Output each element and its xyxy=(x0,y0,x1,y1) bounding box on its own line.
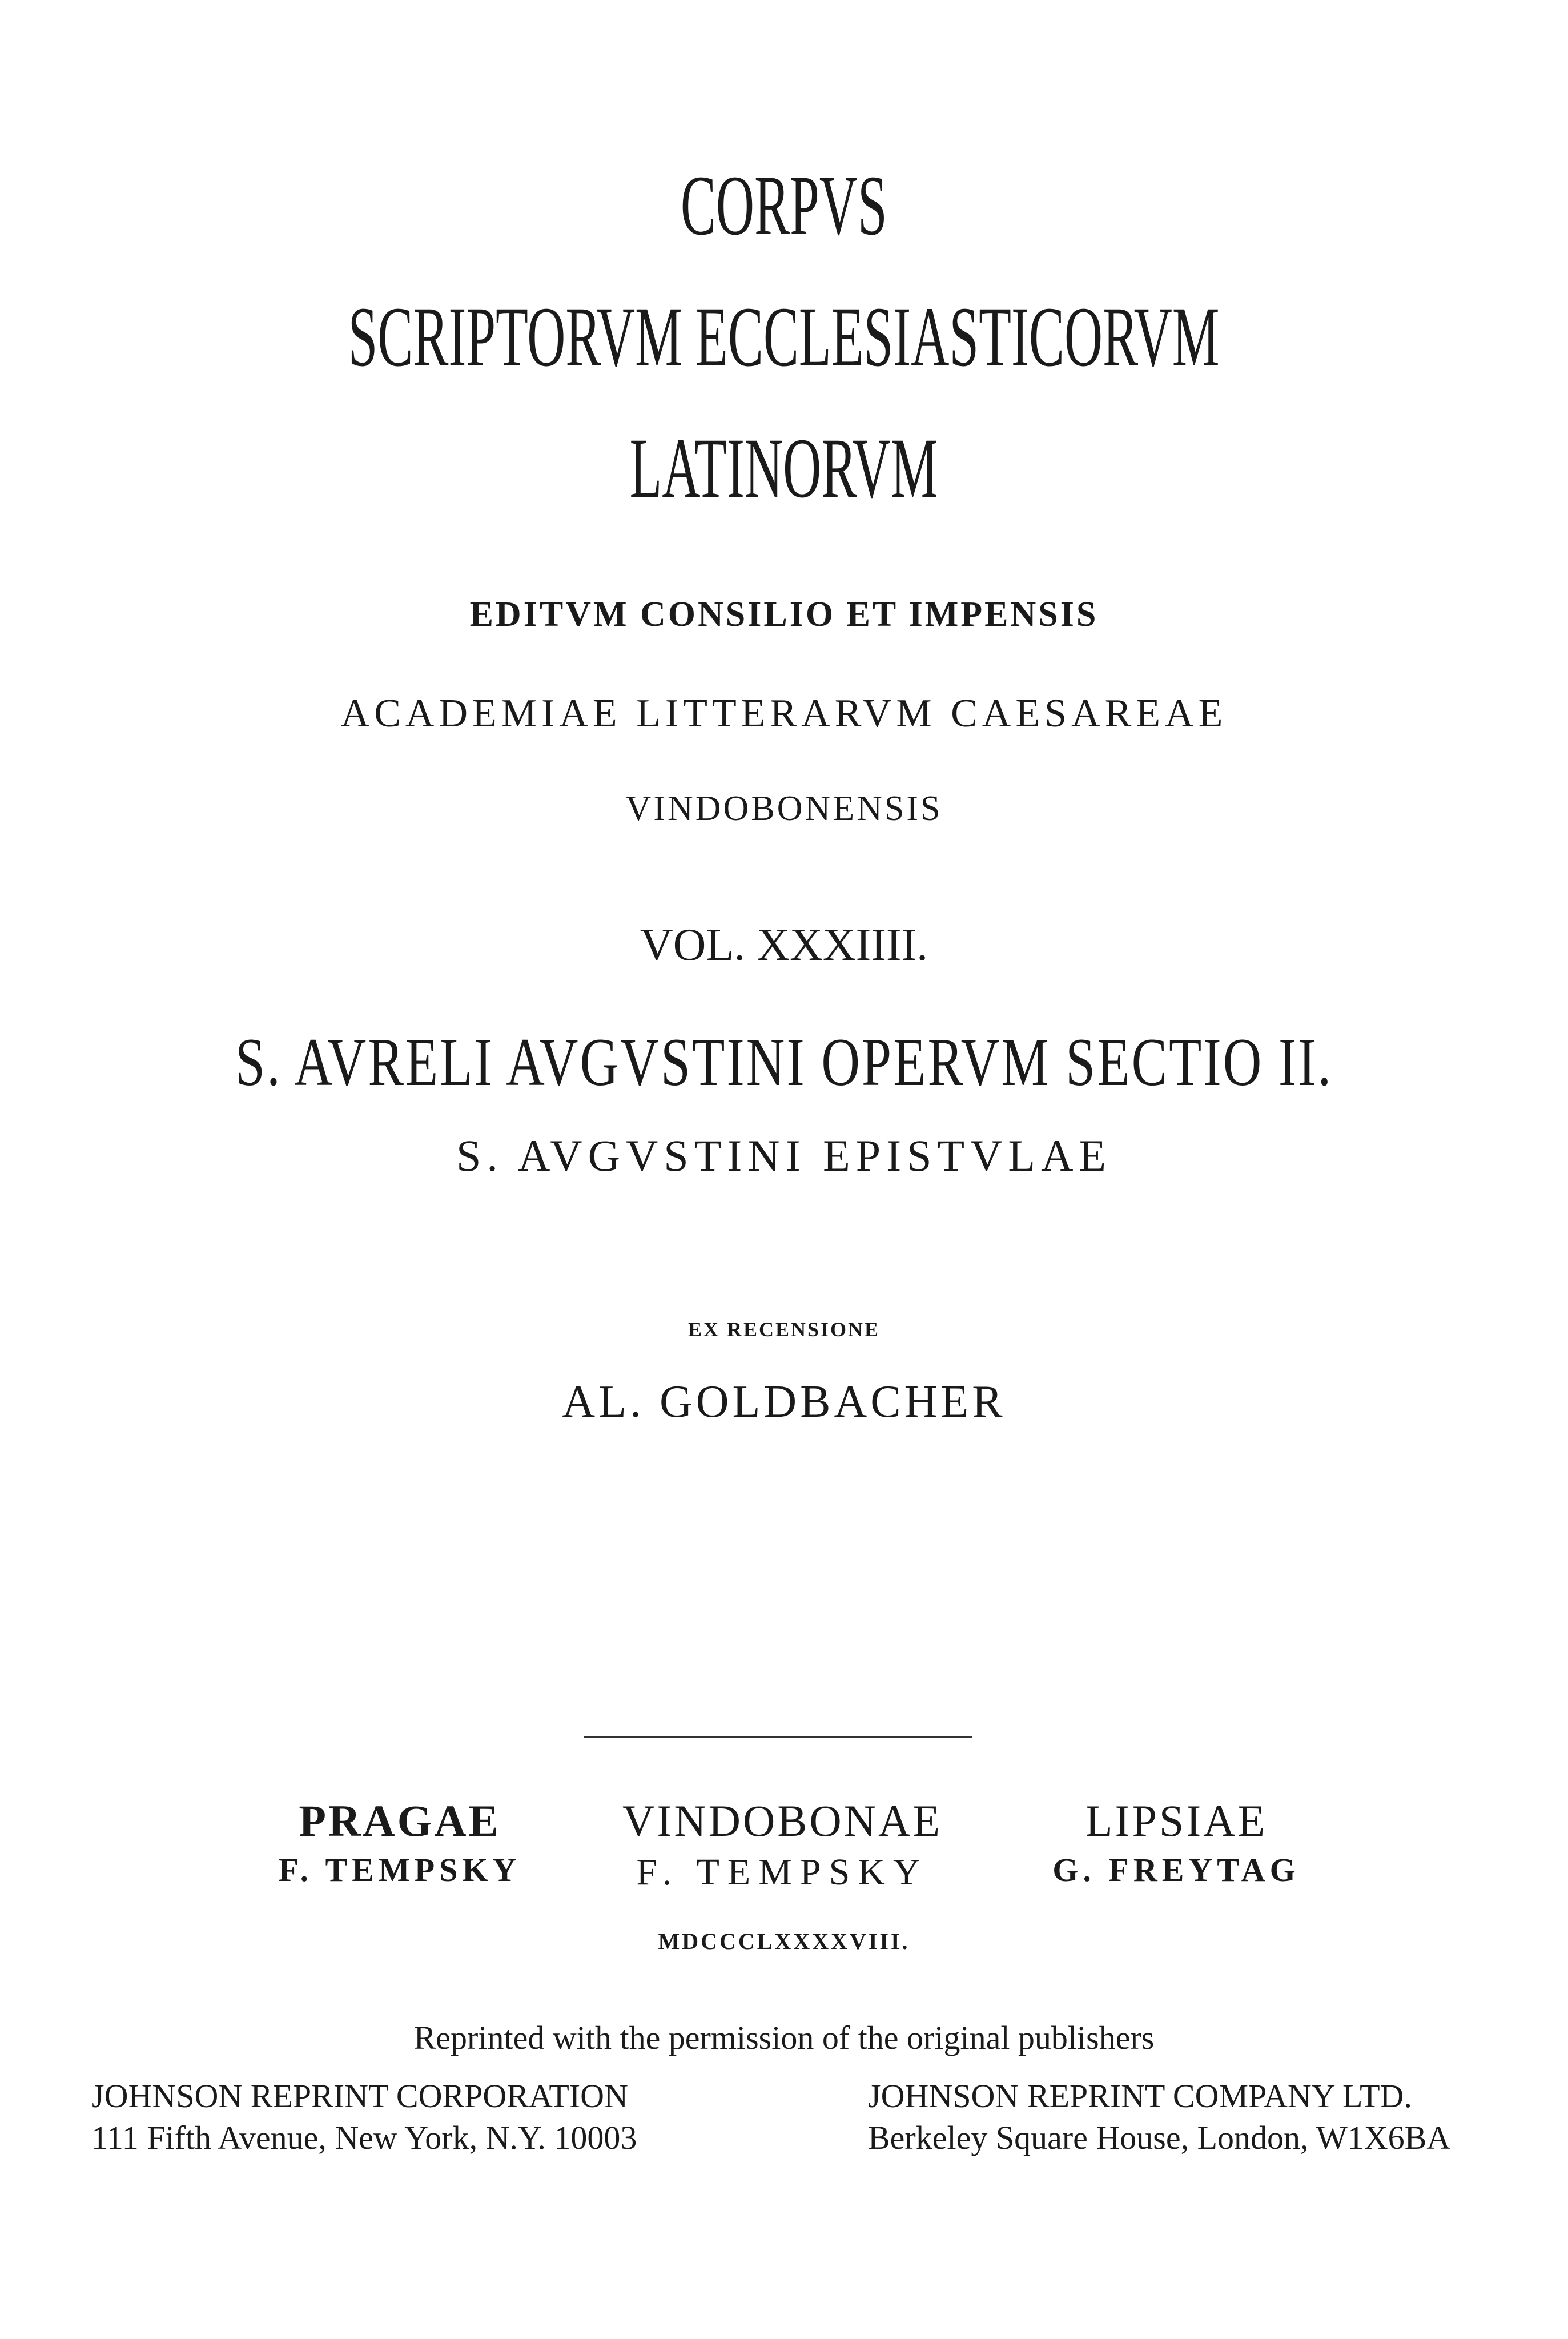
edition-line-1: EDITVM CONSILIO ET IMPENSIS xyxy=(469,595,1099,634)
title-line-1: CORPVS xyxy=(681,158,887,253)
title-line-3: LATINORVM xyxy=(629,421,939,516)
edition-line-2: ACADEMIAE LITTERARVM CAESAREAE xyxy=(340,692,1228,736)
imprint-city: VINDOBONAE xyxy=(622,1796,942,1846)
imprint-city: PRAGAE xyxy=(299,1796,501,1846)
reprint-publisher-us xyxy=(91,2076,637,2159)
recension-label: EX RECENSIONE xyxy=(687,1318,881,1341)
imprint-column-vienna xyxy=(594,1796,971,1893)
imprint-city: LIPSIAE xyxy=(1085,1796,1268,1846)
publication-year: MDCCCLXXXXVIII. xyxy=(658,1928,910,1954)
edition-line-3: VINDOBONENSIS xyxy=(625,789,943,828)
reprint-publisher-address: Berkeley Square House, London, W1X6BA xyxy=(868,2119,1451,2156)
imprint-column-prague xyxy=(251,1796,548,1888)
reprint-publisher-name: JOHNSON REPRINT CORPORATION xyxy=(91,2077,628,2115)
reprint-publisher-uk xyxy=(868,2076,1450,2159)
reprint-notice: Reprinted with the permission of the original publishers xyxy=(413,2019,1155,2056)
imprint-publisher: F. TEMPSKY xyxy=(278,1851,521,1888)
volume-number: VOL. XXXIIII. xyxy=(640,920,928,970)
volume-subtitle: S. AVGVSTINI EPISTVLAE xyxy=(456,1131,1112,1180)
editor-name: AL. GOLDBACHER xyxy=(562,1377,1006,1427)
volume-section: S. AVRELI AVGVSTINI OPERVM SECTIO II. xyxy=(235,1024,1333,1100)
imprint-column-leipzig xyxy=(1028,1796,1325,1888)
imprint-publisher: G. FREYTAG xyxy=(1052,1851,1300,1888)
title-line-2: SCRIPTORVM ECCLESIASTICORVM xyxy=(348,290,1220,384)
reprint-publisher-address: 111 Fifth Avenue, New York, N.Y. 10003 xyxy=(91,2119,637,2156)
imprint-publisher: F. TEMPSKY xyxy=(636,1851,928,1893)
divider-rule xyxy=(584,1736,972,1738)
reprint-publisher-name: JOHNSON REPRINT COMPANY LTD. xyxy=(868,2077,1412,2115)
